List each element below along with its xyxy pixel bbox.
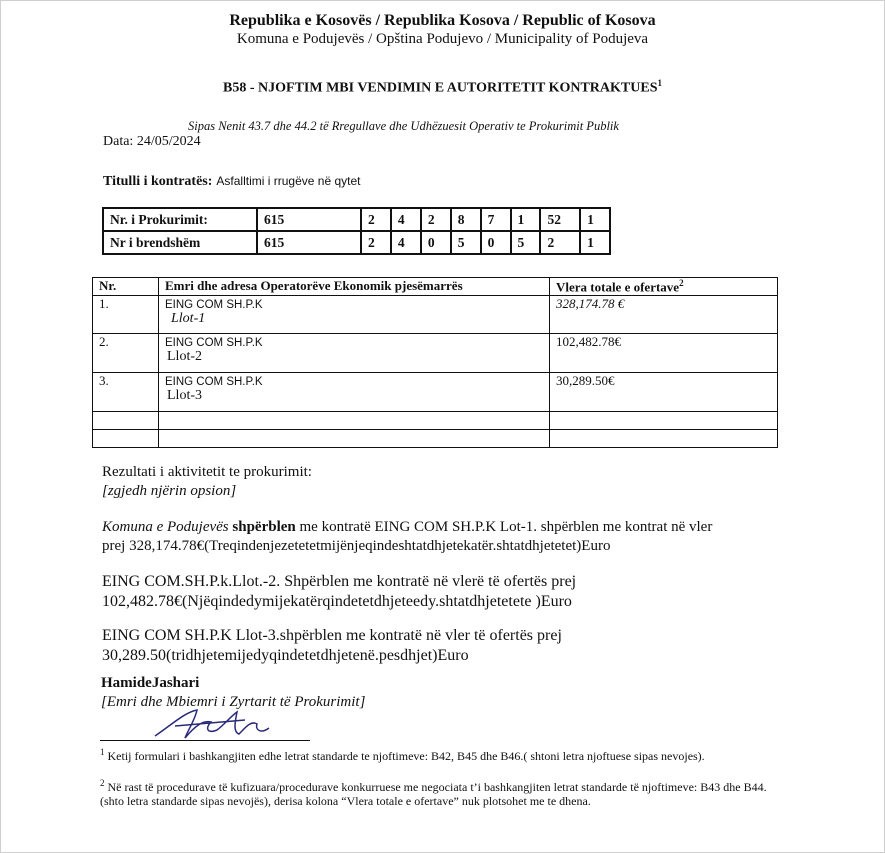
column-header-value-text: Vlera totale e ofertave [556,279,680,295]
form-title-footnote-ref: 1 [657,78,662,88]
empty-cell [93,412,159,430]
procurement-digit: 4 [391,208,421,231]
procurement-digit: 2 [361,208,391,231]
form-title [0,78,885,97]
row-value: 328,174.78 € [550,296,778,334]
legal-basis: Sipas Nenit 43.7 dhe 44.2 të Rregullave dhe Udhëzuesit Operativ te Prokurimit Publik [188,119,619,133]
authority-name: Komuna e Podujevës [102,519,229,535]
column-header-nr: Nr. [93,278,159,296]
contract-title-value: Asfalltimi i rrugëve në qytet [216,174,361,188]
operators-table [92,277,778,448]
empty-row [93,430,778,448]
internal-number-row [103,231,610,254]
award-lot-2-amount: 102,482.78€(Njëqindedymijekatërqindetetdhjeteedy.shtatdhjetetete )Euro [102,593,572,610]
procurement-digit: 52 [540,208,580,231]
operator-name: EING COM SH.P.K [165,376,263,389]
internal-digit: 1 [580,231,610,254]
internal-number-label: Nr i brendshëm [103,231,257,254]
internal-digit: 4 [391,231,421,254]
empty-cell [550,412,778,430]
operator-name: EING COM SH.P.K [165,299,263,312]
footnote-2 [100,776,790,808]
internal-digit: 0 [481,231,511,254]
award-lot-1-amount: prej 328,174.78€(Treqindenjezetetetmijënjeqindeshtatdhjetekatër.shtatdhjetetet)Euro [102,538,611,554]
table-row [93,296,778,334]
empty-row [93,412,778,430]
procurement-digit: 8 [451,208,481,231]
procurement-digit: 1 [580,208,610,231]
row-operator [159,296,550,334]
footnote-2-number: 2 [100,778,105,788]
operators-header-row [93,278,778,296]
lot-label: Llot-1 [171,311,206,327]
lot-label: Llot-2 [167,349,202,365]
date: Data: 24/05/2024 [103,134,201,149]
empty-cell [159,430,550,448]
republic-header: Republika e Kosovës / Republika Kosova / Republic of Kosova [229,12,656,29]
row-nr: 3. [93,373,159,412]
contract-title-label: Titulli i kontratës: [103,174,213,189]
row-nr: 1. [93,296,159,334]
award-lot-3: EING COM SH.P.K Llot-3.shpërblen me kontratë në vler të ofertës prej [102,627,562,644]
table-row [93,373,778,412]
procurement-digit: 7 [481,208,511,231]
signature [145,706,295,744]
lot-label: Llot-3 [167,388,202,404]
internal-digit: 5 [451,231,481,254]
value-footnote-ref: 2 [679,278,684,288]
result-hint: [zgjedh njërin opsion] [102,483,237,499]
internal-digit: 2 [361,231,391,254]
municipality-header: Komuna e Podujevës / Opština Podujevo / Municipality of Podujeva [236,31,649,47]
table-row [93,334,778,373]
procurement-number-row [103,208,610,231]
form-title-text: B58 - NJOFTIM MBI VENDIMIN E AUTORITETIT KONTRAKTUES [223,80,658,96]
empty-cell [159,412,550,430]
procurement-digit: 2 [421,208,451,231]
row-operator [159,334,550,373]
row-operator [159,373,550,412]
procurement-number-label: Nr. i Prokurimit: [103,208,257,231]
row-nr: 2. [93,334,159,373]
result-label: Rezultati i aktivitetit te prokurimit: [102,464,312,480]
empty-cell [93,430,159,448]
row-value: 30,289.50€ [550,373,778,412]
award-lot-1-text: me kontratë EING COM SH.P.K Lot-1. shpërblen me kontrat në vler [295,519,713,535]
procurement-number-table [102,207,611,255]
award-lot-2: EING COM.SH.P.k.Llot.-2. Shpërblen me kontratë në vlerë të ofertës prej [102,573,577,590]
empty-cell [550,430,778,448]
procurement-digit: 1 [511,208,541,231]
award-lot-1 [102,519,712,536]
column-header-value [550,278,778,296]
internal-digit: 615 [257,231,361,254]
footnote-1-text: Ketij formulari i bashkangjiten edhe letrat standarde te njoftimeve: B42, B45 dhe B46.( shtoni letra njoftuese sipas nevojes). [104,749,705,763]
procurement-digit: 615 [257,208,361,231]
award-verb: shpërblen [232,519,296,535]
footnote-1-number: 1 [100,747,105,757]
official-name: HamideJashari [101,675,200,691]
row-value: 102,482.78€ [550,334,778,373]
internal-digit: 5 [511,231,541,254]
column-header-operator: Emri dhe adresa Operatorëve Ekonomik pjesëmarrës [159,278,550,296]
internal-digit: 2 [540,231,580,254]
footnote-1 [100,745,790,763]
award-lot-3-amount: 30,289.50(tridhjetemijedyqindetetdhjetenë.pesdhjet)Euro [102,647,469,664]
footnote-separator [100,740,310,741]
footnote-2-text: Në rast të procedurave të kufizuara/procedurave konkurruese me negociata t’i bashkangjiten letrat standarde të njoftimeve: B43 dhe B44.(shto letra standarde sipas nevojës), derisa kolona “Vlera totale e ofertave” nuk plotsohet me te dhena. [100,780,767,808]
official-caption: [Emri dhe Mbiemri i Zyrtarit të Prokurimit] [101,694,366,710]
operator-name: EING COM SH.P.K [165,337,263,350]
internal-digit: 0 [421,231,451,254]
contract-title [103,172,360,190]
